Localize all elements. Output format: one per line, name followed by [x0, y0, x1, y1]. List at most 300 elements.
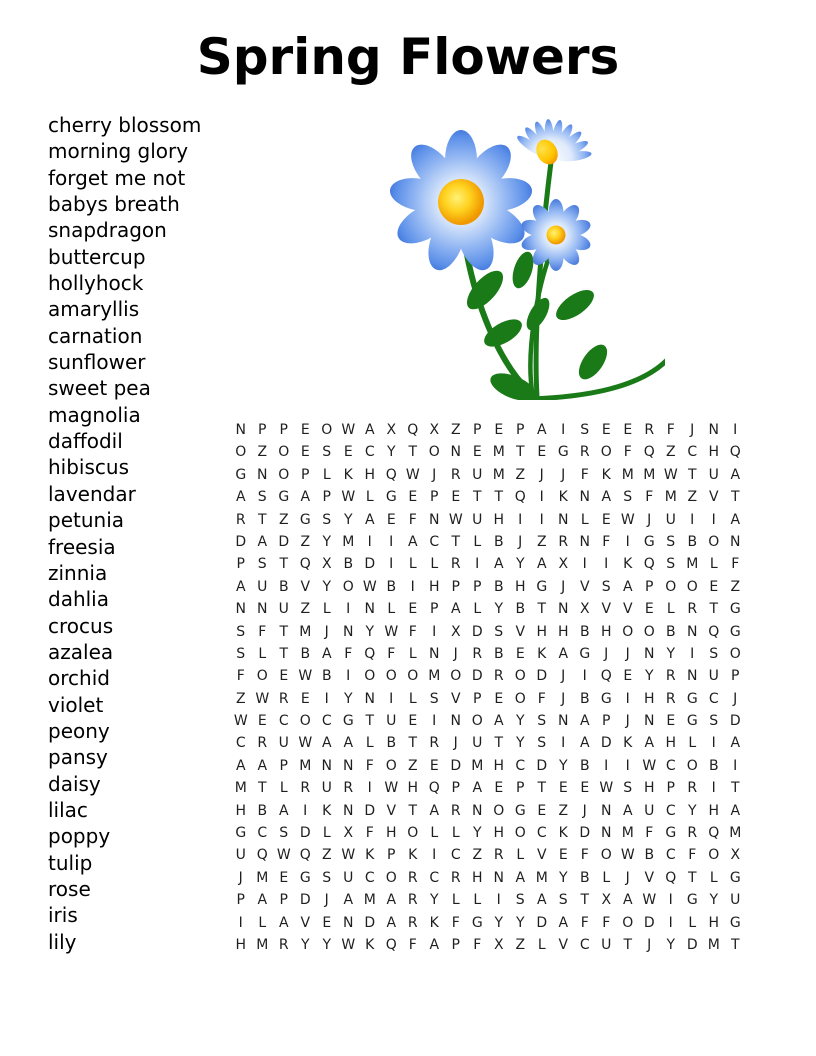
grid-cell: G — [729, 623, 741, 640]
grid-cell: L — [666, 601, 675, 618]
grid-cell: S — [494, 623, 504, 640]
grid-cell: O — [299, 713, 311, 730]
grid-cell: S — [279, 825, 289, 842]
word-list-item: sunflower — [48, 350, 146, 375]
grid-cell: Q — [643, 444, 655, 461]
grid-cell: A — [558, 645, 569, 662]
grid-cell: T — [408, 735, 418, 752]
grid-cell: G — [235, 466, 247, 483]
grid-cell: B — [579, 869, 590, 886]
grid-cell: S — [257, 489, 267, 506]
grid-cell: J — [518, 533, 523, 550]
grid-cell: A — [235, 489, 246, 506]
grid-row — [230, 621, 746, 643]
word-list-item: zinnia — [48, 560, 108, 585]
grid-cell: I — [582, 668, 587, 685]
grid-cell: U — [278, 601, 289, 618]
grid-cell: L — [408, 645, 417, 662]
grid-cell: W — [663, 466, 678, 483]
grid-cell: F — [645, 825, 654, 842]
grid-cell: U — [708, 466, 719, 483]
grid-cell: N — [343, 914, 354, 931]
grid-cell: N — [558, 511, 569, 528]
grid-cell: L — [279, 780, 288, 797]
grid-row — [230, 867, 746, 889]
grid-cell: Y — [558, 757, 568, 774]
grid-cell: G — [729, 869, 741, 886]
grid-cell: D — [278, 533, 290, 550]
grid-cell: D — [536, 668, 548, 685]
grid-cell: A — [407, 533, 418, 550]
grid-cell: T — [515, 444, 525, 461]
grid-cell: E — [558, 780, 568, 797]
word-list-item: magnolia — [48, 402, 141, 427]
grid-cell: Y — [300, 936, 310, 953]
grid-cell: M — [707, 936, 720, 953]
grid-cell: K — [537, 645, 547, 662]
grid-cell: E — [300, 444, 310, 461]
grid-cell: Z — [450, 422, 461, 438]
grid-cell: W — [233, 713, 248, 730]
grid-cell: M — [621, 466, 634, 483]
grid-cell: H — [514, 578, 526, 595]
grid-cell: Y — [343, 511, 353, 528]
word-list-item: violet — [48, 692, 104, 717]
grid-cell: H — [385, 825, 397, 842]
grid-cell: A — [278, 914, 289, 931]
grid-cell: A — [278, 802, 289, 819]
grid-cell: J — [561, 668, 566, 685]
grid-cell: G — [686, 892, 698, 909]
grid-cell: D — [299, 825, 311, 842]
grid-cell: H — [600, 623, 612, 640]
grid-cell: A — [622, 892, 633, 909]
grid-cell: W — [341, 936, 356, 953]
grid-row — [230, 553, 746, 575]
grid-cell: X — [730, 847, 741, 864]
grid-row — [230, 710, 746, 732]
word-list-item: rose — [48, 876, 91, 901]
grid-cell: O — [665, 578, 677, 595]
grid-cell: W — [298, 668, 313, 685]
grid-cell: D — [471, 668, 483, 685]
grid-cell: O — [235, 444, 247, 461]
grid-cell: A — [644, 735, 655, 752]
grid-cell: H — [708, 914, 720, 931]
grid-cell: L — [322, 601, 331, 618]
grid-cell: G — [342, 713, 354, 730]
grid-cell: L — [451, 892, 460, 909]
grid-cell: R — [407, 869, 418, 886]
grid-cell: A — [622, 578, 633, 595]
grid-row — [230, 441, 746, 463]
grid-cell: E — [623, 422, 633, 438]
grid-cell: Z — [300, 533, 311, 550]
grid-cell: K — [322, 802, 332, 819]
grid-cell: S — [580, 422, 590, 438]
grid-cell: P — [473, 690, 482, 707]
grid-cell: N — [730, 533, 741, 550]
grid-cell: M — [256, 936, 269, 953]
grid-cell: I — [238, 914, 243, 931]
grid-cell: I — [604, 556, 609, 573]
grid-cell: X — [429, 422, 440, 438]
grid-cell: R — [278, 690, 289, 707]
grid-cell: Y — [666, 645, 676, 662]
grid-cell: O — [686, 757, 698, 774]
grid-cell: L — [473, 601, 482, 618]
grid-cell: A — [493, 556, 504, 573]
small-daisy-center — [547, 226, 566, 245]
word-list-item: azalea — [48, 639, 114, 664]
grid-cell: E — [537, 802, 547, 819]
grid-cell: J — [582, 802, 587, 819]
grid-cell: O — [256, 668, 268, 685]
grid-cell: N — [235, 601, 246, 618]
grid-cell: F — [623, 444, 632, 461]
grid-cell: U — [343, 869, 354, 886]
grid-cell: Y — [644, 668, 654, 685]
grid-cell: T — [730, 780, 740, 797]
grid-cell: N — [429, 511, 440, 528]
grid-cell: S — [236, 623, 246, 640]
word-list-item: freesia — [48, 534, 116, 559]
word-list-item: lily — [48, 929, 77, 954]
grid-cell: R — [450, 802, 461, 819]
grid-cell: A — [515, 869, 526, 886]
grid-cell: P — [731, 668, 740, 685]
word-list-item: hibiscus — [48, 455, 129, 480]
grid-cell: Z — [558, 802, 569, 819]
grid-cell: L — [473, 533, 482, 550]
grid-cell: O — [514, 825, 526, 842]
grid-cell: B — [386, 578, 397, 595]
grid-cell: E — [537, 444, 547, 461]
grid-cell: C — [579, 936, 590, 953]
grid-cell: A — [235, 578, 246, 595]
grid-cell: P — [516, 780, 525, 797]
word-list-item: pansy — [48, 745, 108, 770]
grid-cell: H — [407, 780, 419, 797]
grid-cell: H — [536, 623, 548, 640]
grid-cell: I — [604, 757, 609, 774]
grid-cell: P — [666, 780, 675, 797]
grid-cell: W — [620, 511, 635, 528]
grid-cell: G — [729, 914, 741, 931]
grid-cell: Q — [299, 556, 311, 573]
grid-cell: I — [432, 847, 437, 864]
grid-cell: H — [493, 757, 505, 774]
grid-cell: F — [408, 623, 417, 640]
grid-cell: Q — [729, 444, 741, 461]
grid-cell: E — [601, 422, 611, 438]
grid-cell: C — [665, 847, 676, 864]
grid-cell: Q — [364, 645, 376, 662]
grid-cell: E — [279, 869, 289, 886]
flower-illustration — [385, 100, 665, 400]
grid-cell: G — [600, 690, 612, 707]
grid-cell: E — [451, 489, 461, 506]
grid-cell: H — [364, 466, 376, 483]
grid-cell: B — [644, 847, 655, 864]
grid-cell: T — [687, 869, 697, 886]
grid-cell: K — [623, 556, 633, 573]
grid-cell: P — [473, 578, 482, 595]
grid-cell: A — [730, 466, 741, 483]
grid-cell: U — [472, 735, 483, 752]
grid-cell: O — [622, 914, 634, 931]
word-list-item: peony — [48, 718, 110, 743]
grid-cell: N — [343, 802, 354, 819]
grid-cell: Q — [665, 869, 677, 886]
grid-cell: R — [407, 892, 418, 909]
grid-cell: C — [429, 869, 440, 886]
grid-cell: O — [600, 847, 612, 864]
grid-cell: U — [278, 735, 289, 752]
grid-cell: T — [279, 556, 289, 573]
grid-cell: S — [236, 645, 246, 662]
grid-cell: D — [600, 735, 612, 752]
grid-cell: R — [429, 735, 440, 752]
word-list-item: babys breath — [48, 192, 180, 217]
grid-cell: M — [729, 825, 742, 842]
grid-cell: O — [342, 578, 354, 595]
grid-cell: W — [620, 847, 635, 864]
grid-cell: H — [428, 578, 440, 595]
grid-cell: L — [709, 869, 718, 886]
grid-cell: A — [472, 780, 483, 797]
grid-cell: S — [515, 892, 525, 909]
grid-cell: O — [600, 444, 612, 461]
grid-cell: I — [668, 914, 673, 931]
grid-cell: M — [621, 825, 634, 842]
grid-cell: T — [687, 466, 697, 483]
page-title: Spring Flowers — [196, 28, 620, 86]
grid-cell: S — [623, 489, 633, 506]
grid-cell: J — [453, 645, 458, 662]
grid-cell: L — [688, 914, 697, 931]
grid-cell: Y — [322, 936, 332, 953]
grid-cell: W — [298, 735, 313, 752]
grid-cell: A — [493, 713, 504, 730]
grid-cell: C — [429, 533, 440, 550]
grid-cell: T — [408, 444, 418, 461]
grid-cell: Z — [321, 847, 332, 864]
grid-cell: S — [623, 780, 633, 797]
grid-cell: T — [451, 533, 461, 550]
grid-cell: M — [643, 466, 656, 483]
grid-cell: O — [428, 444, 440, 461]
letter-grid — [230, 419, 746, 956]
grid-cell: I — [389, 690, 394, 707]
grid-cell: Q — [256, 847, 268, 864]
grid-cell: U — [644, 802, 655, 819]
grid-cell: C — [665, 802, 676, 819]
grid-cell: C — [708, 690, 719, 707]
grid-cell: C — [515, 757, 526, 774]
grid-row — [230, 755, 746, 777]
grid-cell: H — [643, 780, 655, 797]
grid-cell: H — [665, 735, 677, 752]
grid-cell: M — [492, 444, 505, 461]
grid-cell: J — [324, 623, 329, 640]
grid-cell: N — [687, 668, 698, 685]
grid-cell: U — [235, 847, 246, 864]
grid-cell: T — [494, 489, 504, 506]
grid-cell: F — [451, 914, 460, 931]
grid-cell: O — [471, 713, 483, 730]
grid-cell: N — [579, 489, 590, 506]
grid-cell: G — [665, 825, 677, 842]
grid-cell: Q — [385, 936, 397, 953]
grid-cell: L — [322, 825, 331, 842]
grid-cell: K — [365, 936, 375, 953]
word-list-item: forget me not — [48, 165, 186, 190]
grid-cell: G — [278, 489, 290, 506]
word-list-item: sweet pea — [48, 376, 151, 401]
grid-cell: E — [300, 690, 310, 707]
grid-cell: C — [364, 444, 375, 461]
grid-row — [230, 732, 746, 754]
grid-cell: D — [729, 713, 741, 730]
grid-cell: F — [731, 556, 740, 573]
grid-cell: G — [299, 511, 311, 528]
large-daisy-center — [438, 179, 484, 225]
grid-cell: B — [257, 802, 268, 819]
grid-cell: H — [235, 802, 247, 819]
grid-cell: F — [473, 936, 482, 953]
grid-cell: T — [494, 735, 504, 752]
grid-cell: W — [341, 847, 356, 864]
grid-cell: R — [558, 533, 569, 550]
grid-cell: S — [322, 869, 332, 886]
grid-cell: T — [623, 936, 633, 953]
grid-row — [230, 486, 746, 508]
grid-cell: I — [389, 533, 394, 550]
grid-cell: I — [733, 757, 738, 774]
grid-cell: I — [518, 511, 523, 528]
grid-cell: J — [625, 713, 630, 730]
grid-cell: S — [537, 713, 547, 730]
grid-cell: U — [257, 578, 268, 595]
grid-cell: Q — [708, 825, 720, 842]
grid-cell: J — [539, 466, 544, 483]
word-list — [48, 112, 238, 955]
grid-cell: N — [235, 422, 246, 438]
grid-cell: V — [386, 802, 397, 819]
word-list-item: morning glory — [48, 139, 189, 164]
grid-row — [230, 464, 746, 486]
grid-cell: Y — [322, 578, 332, 595]
grid-cell: A — [536, 892, 547, 909]
grid-cell: T — [730, 489, 740, 506]
grid-row — [230, 688, 746, 710]
grid-cell: A — [429, 936, 440, 953]
grid-cell: S — [322, 511, 332, 528]
grid-cell: B — [278, 578, 289, 595]
grid-cell: Q — [299, 847, 311, 864]
grid-cell: T — [537, 601, 547, 618]
grid-cell: D — [364, 556, 376, 573]
grid-cell: G — [536, 578, 548, 595]
grid-cell: A — [300, 489, 311, 506]
grid-cell: Y — [365, 623, 375, 640]
grid-cell: O — [708, 847, 720, 864]
word-list-item: carnation — [48, 323, 143, 348]
grid-cell: I — [625, 533, 630, 550]
grid-cell: Q — [407, 422, 419, 438]
grid-cell: F — [580, 914, 589, 931]
grid-cell: R — [450, 466, 461, 483]
grid-cell: I — [711, 511, 716, 528]
grid-cell: D — [686, 936, 698, 953]
grid-cell: C — [364, 869, 375, 886]
grid-cell: B — [708, 757, 719, 774]
grid-cell: P — [451, 936, 460, 953]
grid-cell: J — [625, 869, 630, 886]
grid-cell: W — [448, 511, 463, 528]
grid-cell: U — [601, 936, 612, 953]
grid-cell: J — [453, 735, 458, 752]
grid-cell: N — [343, 623, 354, 640]
grid-cell: I — [346, 601, 351, 618]
grid-cell: P — [322, 489, 331, 506]
grid-cell: T — [472, 489, 482, 506]
grid-cell: Q — [428, 780, 440, 797]
grid-cell: R — [687, 825, 698, 842]
grid-cell: N — [429, 645, 440, 662]
word-list-item: crocus — [48, 613, 114, 638]
grid-cell: U — [321, 780, 332, 797]
grid-cell: B — [579, 757, 590, 774]
word-list-item: amaryllis — [48, 297, 140, 322]
grid-cell: E — [494, 780, 504, 797]
grid-cell: H — [235, 936, 247, 953]
grid-cell: F — [666, 422, 675, 438]
grid-cell: L — [365, 489, 374, 506]
grid-cell: I — [668, 892, 673, 909]
grid-cell: X — [493, 936, 504, 953]
grid-cell: Y — [515, 735, 525, 752]
grid-cell: O — [708, 533, 720, 550]
grid-cell: N — [558, 601, 569, 618]
grid-cell: A — [257, 892, 268, 909]
grid-cell: N — [450, 713, 461, 730]
grid-cell: W — [642, 892, 657, 909]
grid-cell: W — [362, 578, 377, 595]
grid-cell: N — [493, 869, 504, 886]
grid-cell: Y — [709, 892, 719, 909]
grid-row — [230, 777, 746, 799]
grid-cell: R — [407, 914, 418, 931]
grid-cell: P — [645, 578, 654, 595]
grid-cell: U — [386, 713, 397, 730]
grid-cell: I — [690, 511, 695, 528]
grid-row — [230, 643, 746, 665]
grid-cell: Q — [514, 489, 526, 506]
grid-cell: J — [604, 645, 609, 662]
grid-cell: C — [536, 825, 547, 842]
grid-cell: I — [690, 645, 695, 662]
grid-cell: Q — [708, 623, 720, 640]
grid-cell: O — [514, 668, 526, 685]
grid-cell: N — [687, 623, 698, 640]
grid-cell: B — [579, 623, 590, 640]
grid-cell: U — [472, 466, 483, 483]
grid-cell: V — [558, 936, 569, 953]
grid-cell: E — [601, 511, 611, 528]
grid-cell: O — [514, 690, 526, 707]
